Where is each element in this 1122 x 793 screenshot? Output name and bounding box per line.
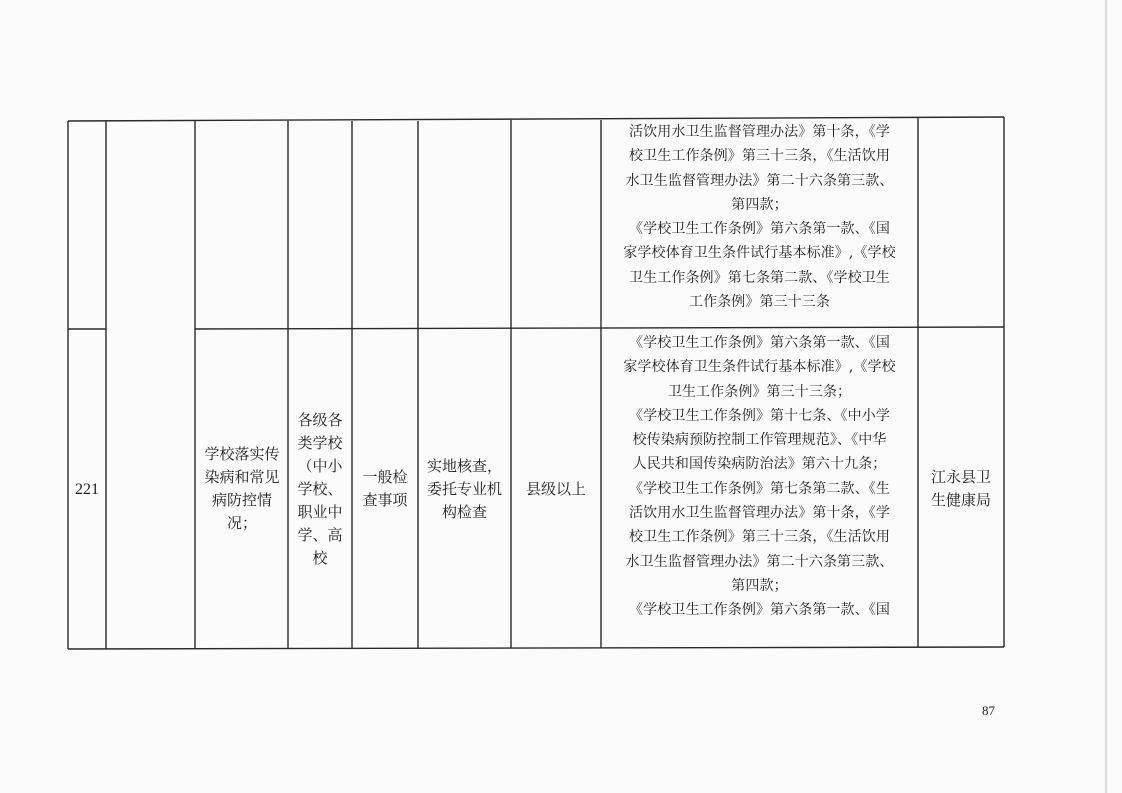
inspection-method: 实地核查，委托专业机构检查 bbox=[426, 456, 502, 521]
responsible-department: 江永县卫生健康局 bbox=[930, 468, 991, 509]
legal-line: 校传染病预防控制工作管理规范》、《中华 bbox=[632, 432, 887, 449]
legal-line: 活饮用水卫生监督管理办法》第十条，《学 bbox=[629, 505, 890, 522]
legal-line: 水卫生监督管理办法》第二十六条第三款、 bbox=[625, 553, 894, 570]
legal-line: 第四款； bbox=[731, 577, 788, 594]
legal-line: 活饮用水卫生监督管理办法》第十条，《学 bbox=[629, 124, 890, 140]
inspection-object: 各级各类学校（中小学校、职业中学、高校 bbox=[297, 410, 343, 567]
legal-line: 工作条例》第三十三条 bbox=[689, 294, 830, 311]
inspection-level: 县级以上 bbox=[525, 479, 586, 498]
legal-line: 家学校体育卫生条件试行基本标准》,《学校 bbox=[623, 245, 896, 262]
legal-line: 校卫生工作条例》第三十三条，《生活饮用 bbox=[629, 529, 890, 546]
legal-line: 卫生工作条例》第三十三条； bbox=[667, 383, 852, 400]
legal-line: 水卫生监督管理办法》第二十六条第三款、 bbox=[625, 172, 894, 189]
inspection-item: 学校落实传染病和常见病防控情况； bbox=[204, 445, 280, 532]
legal-line: 《学校卫生工作条例》第六条第一款、《国 bbox=[629, 602, 890, 619]
legal-line: 《学校卫生工作条例》第七条第二款、《生 bbox=[629, 480, 890, 497]
upper-legal-basis bbox=[603, 120, 916, 314]
page-number: 87 bbox=[982, 703, 995, 718]
legal-line: 校卫生工作条例》第三十三条，《生活饮用 bbox=[629, 148, 890, 165]
inspection-type: 一般检查事项 bbox=[362, 468, 408, 509]
legal-line: 家学校体育卫生条件试行基本标准》,《学校 bbox=[623, 359, 896, 376]
legal-line: 第四款； bbox=[731, 196, 788, 213]
legal-line: 《学校卫生工作条例》第六条第一款、《国 bbox=[629, 335, 890, 351]
legal-line: 《学校卫生工作条例》第六条第一款、《国 bbox=[629, 221, 890, 238]
legal-line: 卫生工作条例》第七条第二款、《学校卫生 bbox=[629, 269, 890, 286]
legal-line: 《学校卫生工作条例》第十七条、《中小学 bbox=[629, 407, 890, 424]
row-number: 221 bbox=[75, 480, 99, 498]
row-221-legal-basis bbox=[603, 331, 916, 623]
legal-line: 人民共和国传染病防治法》第六十九条； bbox=[632, 456, 887, 473]
